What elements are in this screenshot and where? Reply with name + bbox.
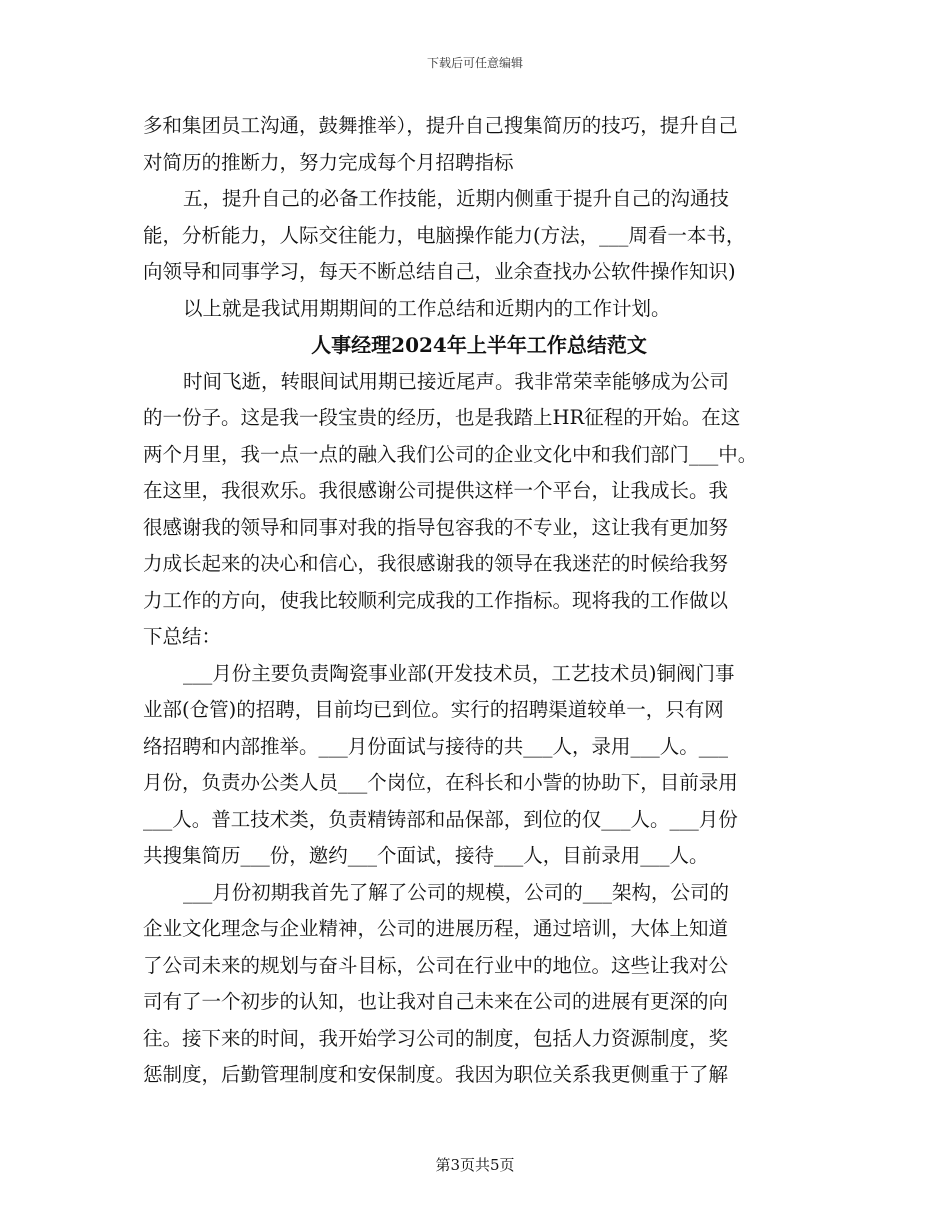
page-footer: 第3页共5页	[435, 1156, 515, 1174]
text-line: 业部(仓管)的招聘，目前均已到位。实行的招聘渠道较单一，只有网	[143, 698, 724, 721]
text-line: ___月份初期我首先了解了公司的规模，公司的___架构，公司的	[183, 880, 730, 904]
text-line: ___人。普工技术类，负责精铸部和品保部，到位的仅___人。___月份	[143, 807, 738, 831]
text-line: 在这里，我很欢乐。我很感谢公司提供这样一个平台，让我成长。我	[143, 479, 729, 502]
text-line: 能，分析能力，人际交往能力，电脑操作能力(方法，___周看一本书，	[143, 223, 746, 247]
text-line: 了公司未来的规划与奋斗目标，公司在行业中的地位。这些让我对公	[143, 953, 729, 977]
page-header: 下载后可任意编辑	[426, 56, 523, 70]
text-line: ___月份主要负责陶瓷事业部(开发技术员，工艺技术员)铜阀门事	[183, 661, 735, 685]
text-line: 络招聘和内部推举。___月份面试与接待的共___人，录用___人。___	[143, 734, 729, 758]
text-line: 月份，负责办公类人员___个岗位，在科长和小訾的协助下，目前录用	[143, 771, 738, 794]
text-line: 时间飞逝，转眼间试用期已接近尾声。我非常荣幸能够成为公司	[183, 369, 730, 393]
text-line: 企业文化理念与企业精神，公司的进展历程，通过培训，大体上知道	[143, 917, 729, 940]
text-line: 的一份子。这是我一段宝贵的经历，也是我踏上HR征程的开始。在这	[143, 406, 741, 429]
text-line: 惩制度，后勤管理制度和安保制度。我因为职位关系我更侧重于了解	[143, 1063, 729, 1086]
section-title: 人事经理2024年上半年工作总结范文	[311, 333, 647, 357]
text-line: 两个月里，我一点一点的融入我们公司的企业文化中和我们部门___中。	[143, 442, 758, 466]
text-line: 力成长起来的决心和信心，我很感谢我的领导在我迷茫的时候给我努	[143, 552, 729, 575]
text-line: 共搜集简历___份，邀约___个面试，接待___人，目前录用___人。	[143, 844, 709, 867]
text-line: 以上就是我试用期期间的工作总结和近期内的工作计划。	[183, 296, 671, 320]
text-line: 向领导和同事学习，每天不断总结自己，业余查找办公软件操作知识)	[143, 260, 736, 283]
text-line: 司有了一个初步的认知，也让我对自己未来在公司的进展有更深的向	[143, 990, 729, 1013]
text-line: 五，提升自己的必备工作技能，近期内侧重于提升自己的沟通技	[183, 187, 730, 210]
text-line: 很感谢我的领导和同事对我的指导包容我的不专业，这让我有更加努	[143, 515, 729, 539]
text-line: 下总结：	[143, 625, 222, 648]
document-body	[143, 108, 815, 1094]
text-line: 多和集团员工沟通，鼓舞推举），提升自己搜集简历的技巧，提升自己	[143, 114, 738, 137]
text-line: 往。接下来的时间，我开始学习公司的制度，包括人力资源制度，奖	[143, 1026, 729, 1050]
text-line: 对简历的推断力，努力完成每个月招聘指标	[143, 150, 514, 174]
text-line: 力工作的方向，使我比较顺利完成我的工作指标。现将我的工作做以	[143, 588, 729, 612]
